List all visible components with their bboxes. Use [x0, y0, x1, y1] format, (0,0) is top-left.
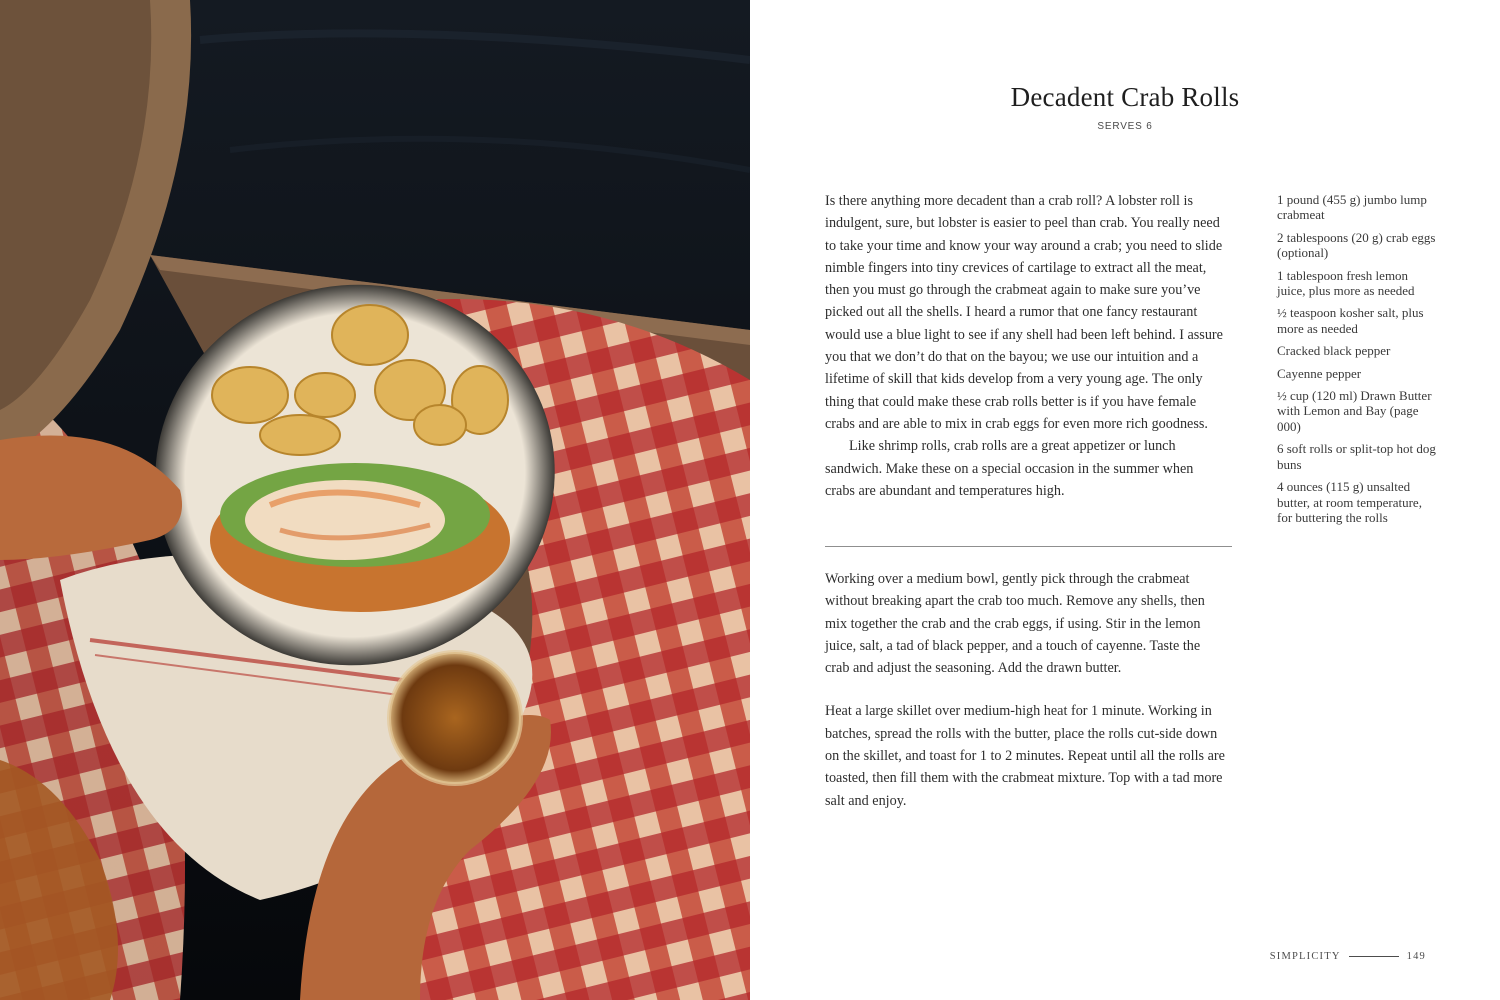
ingredient-item: ½ teaspoon kosher salt, plus more as needed: [1277, 305, 1424, 336]
recipe-method: [825, 568, 1225, 833]
recipe-page: [750, 0, 1500, 1000]
page-footer: [1270, 951, 1426, 962]
ingredient-item: 1 pound (455 g) jumbo lump crabmeat: [1277, 192, 1427, 223]
ingredient-item: Cracked black pepper: [1277, 343, 1391, 359]
ingredient-item: Cayenne pepper: [1277, 365, 1362, 381]
section-name: SIMPLICITY: [1269, 951, 1341, 962]
recipe-intro: [825, 190, 1225, 502]
serves-label: SERVES 6: [1097, 121, 1153, 132]
method-step: Working over a medium bowl, gently pick through the crabmeat without breaking apart the crab too much. Remove any shells, then mix together the crab and the crab eggs, if using. Stir in the lemon juice, salt, a tad of black pepper, and a touch of cayenne. Taste the crab and adjust the seasoning. Add the drawn butter.: [825, 571, 1205, 677]
ingredient-list: [1277, 192, 1437, 532]
ingredient-item: 6 soft rolls or split-top hot dog buns: [1277, 441, 1436, 472]
section-divider: [825, 546, 1232, 547]
recipe-title: Decadent Crab Rolls: [1010, 82, 1240, 112]
page-number: 149: [1406, 951, 1426, 962]
footer-rule: [1349, 956, 1399, 957]
ingredient-item: 4 ounces (115 g) unsalted butter, at room temperature, for buttering the rolls: [1277, 479, 1422, 525]
ingredient-item: ½ cup (120 ml) Drawn Butter with Lemon and Bay (page 000): [1277, 388, 1432, 434]
method-step: Heat a large skillet over medium-high heat for 1 minute. Working in batches, spread the rolls with the butter, place the rolls cut-side down on the skillet, and toast for 1 to 2 minutes. Repeat until all the rolls are toasted, then fill them with the crabmeat mixture. Top with a tad more salt and enjoy.: [825, 703, 1225, 809]
ingredient-item: 2 tablespoons (20 g) crab eggs (optional): [1277, 229, 1436, 261]
intro-paragraph: Like shrimp rolls, crab rolls are a great appetizer or lunch sandwich. Make these on a special occasion in the summer when crabs are abundant and temperatures high.: [825, 438, 1194, 499]
ingredient-item: 1 tablespoon fresh lemon juice, plus more as needed: [1277, 267, 1415, 299]
intro-paragraph: Is there anything more decadent than a crab roll? A lobster roll is indulgent, sure, but lobster is easier to peel than crab. You really need to take your time and know your way around a crab; you need to slide nimble fingers into tiny crevices of cartilage to extract all the meat, then you must go through the crabmeat again to make sure you’ve picked out all the shells. I heard a rumor that one fancy restaurant would use a blue light to see if any shell had been left behind. I assure you that we don’t do that on the bayou; we use our intuition and a lifetime of skill that kids develop from a very young age. The only thing that could make these crab rolls better is if you have female crabs and are able to mix in crab eggs for even more rich goodness.: [825, 193, 1223, 432]
